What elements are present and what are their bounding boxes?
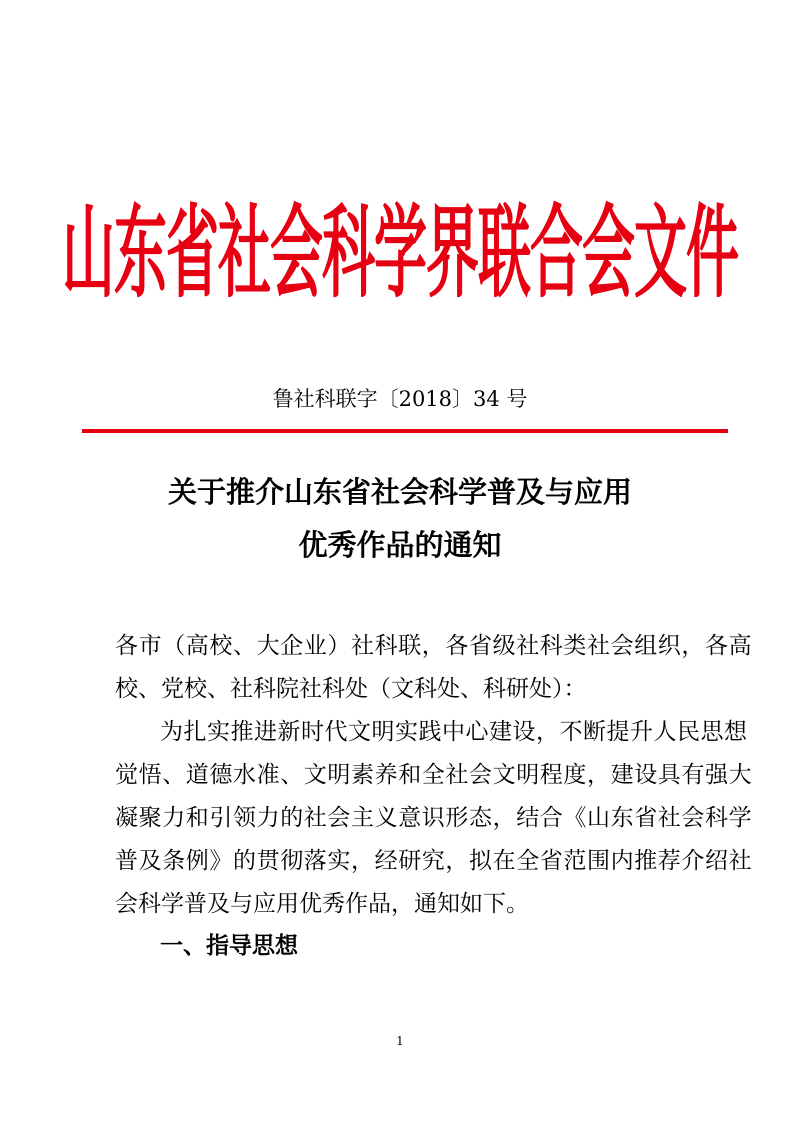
body-line-3: 为扎实推进新时代文明实践中心建设，不断提升人民思想: [160, 719, 748, 745]
body-line-7: 会科学普及与应用优秀作品，通知如下。: [115, 891, 529, 917]
section-heading-1: 一、指导思想: [160, 933, 298, 959]
body-line-4: 觉悟、道德水准、文明素养和全社会文明程度，建设具有强大: [115, 762, 753, 788]
body-line-1: 各市（高校、大企业）社科联，各省级社科类社会组织，各高: [115, 633, 753, 659]
notice-title-line-2: 优秀作品的通知: [298, 528, 502, 562]
notice-title-line-1: 关于推介山东省社会科学普及与应用: [167, 475, 632, 509]
masthead-title: 山东省社会科学界联合会文件: [62, 196, 738, 312]
document-number: 鲁社科联字〔2018〕34 号: [272, 387, 528, 411]
page-number: 1: [396, 1034, 404, 1048]
red-divider-line: [82, 429, 728, 433]
body-line-6: 普及条例》的贯彻落实，经研究，拟在全省范围内推荐介绍社: [115, 848, 753, 874]
body-line-5: 凝聚力和引领力的社会主义意识形态，结合《山东省社会科学: [115, 805, 753, 831]
body-line-2: 校、党校、社科院社科处（文科处、科研处）：: [115, 676, 587, 702]
